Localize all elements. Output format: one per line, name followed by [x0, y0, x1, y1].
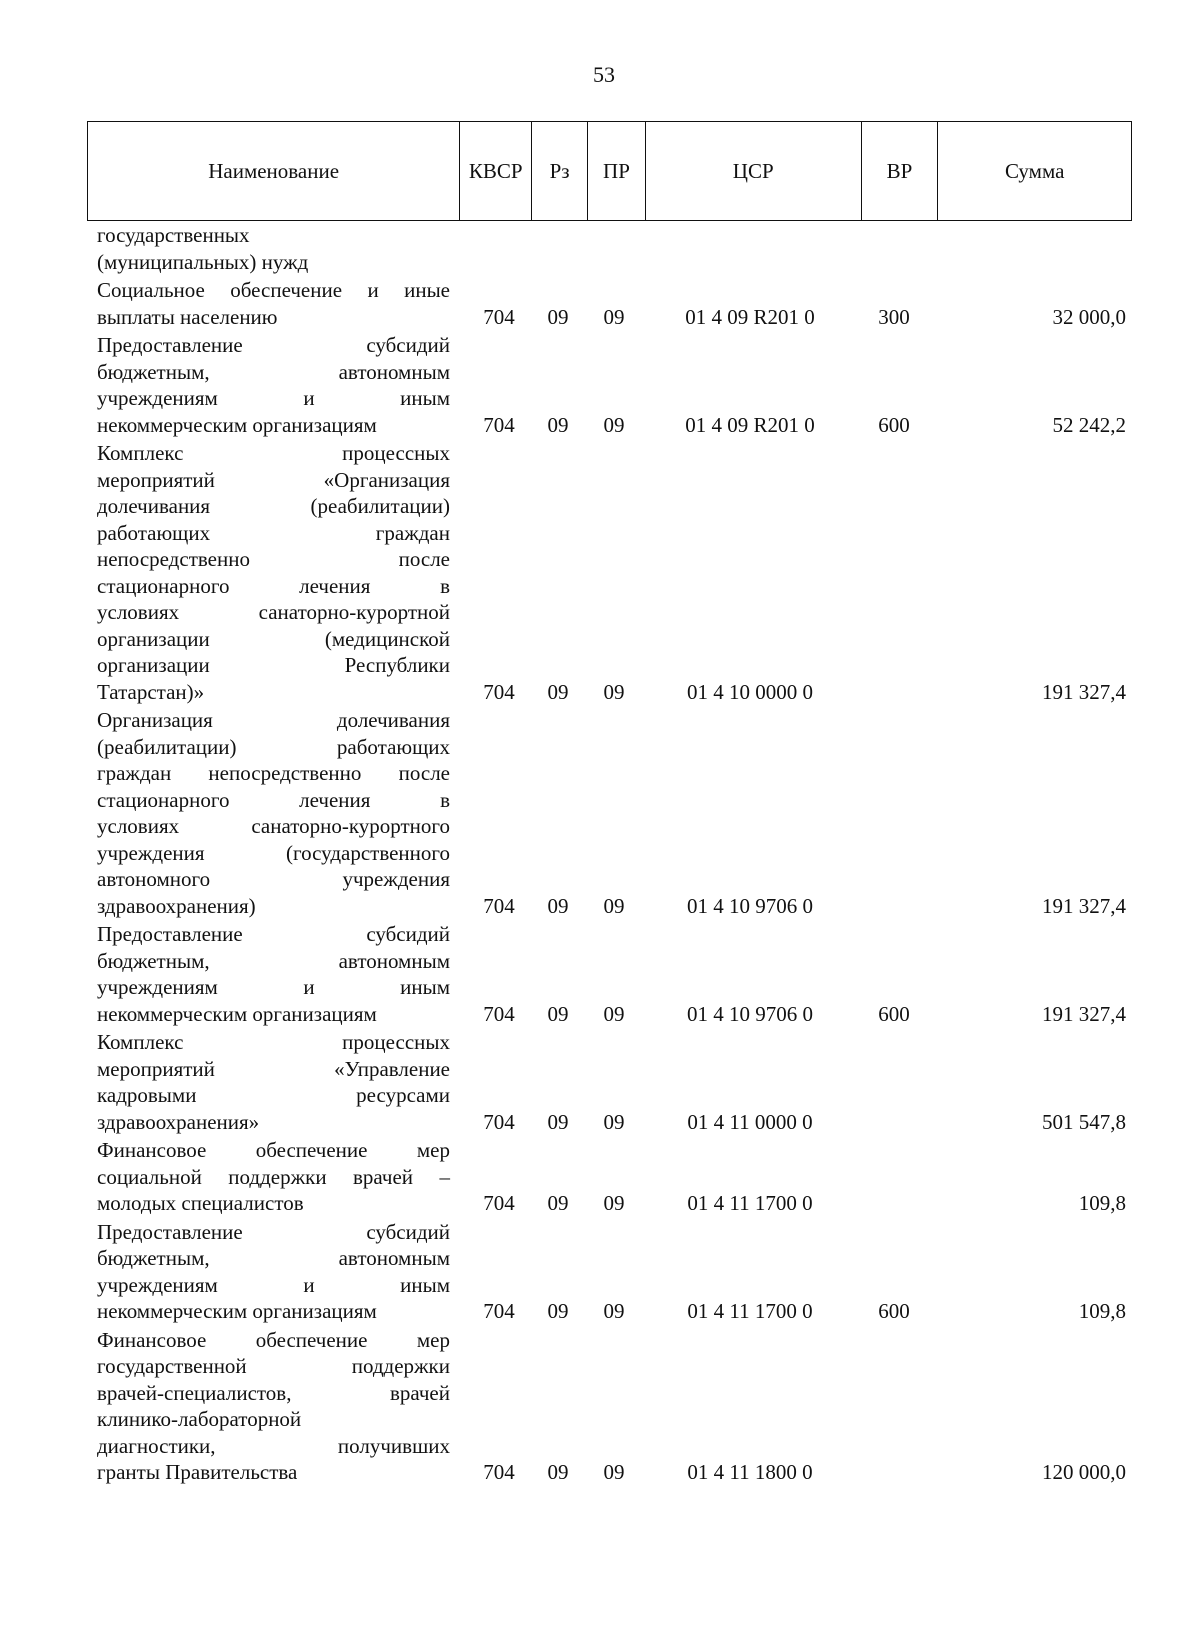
- row-name-line: Финансовое обеспечение мер: [97, 1138, 450, 1162]
- header-csr: ЦСР: [646, 122, 862, 220]
- row-kvsr: 704: [483, 304, 515, 329]
- row-name-line: организации Республики: [97, 653, 450, 677]
- header-vr: ВР: [862, 122, 939, 220]
- row-name-line: организации (медицинской: [97, 626, 450, 651]
- header-sum: Сумма: [1004, 158, 1065, 183]
- row-csr: 01 4 10 9706 0: [687, 893, 813, 918]
- row-rz: 09: [547, 893, 569, 918]
- row-kvsr: 704: [483, 412, 515, 437]
- row-rz: 09: [547, 1001, 569, 1026]
- row-kvsr: 704: [483, 1109, 515, 1134]
- row-name-line: врачей-специалистов, врачей: [97, 1380, 450, 1405]
- row-vr: 600: [878, 412, 910, 437]
- row-sum: 32 000,0: [1052, 304, 1126, 329]
- row-name-line: клинико-лабораторной: [97, 1407, 302, 1431]
- row-sum: 191 327,4: [1042, 1001, 1126, 1026]
- row-name-line: некоммерческим организациям: [97, 1001, 377, 1026]
- row-csr: 01 4 10 0000 0: [687, 679, 813, 704]
- page-number: 53: [593, 62, 615, 87]
- header-rz: Рз: [532, 122, 588, 220]
- row-rz: 09: [547, 412, 569, 437]
- row-name-line: учреждениям и иным: [97, 975, 450, 999]
- row-pr: 09: [603, 679, 625, 704]
- row-name: [97, 1219, 450, 1325]
- row-name-line: кадровыми ресурсами: [97, 1083, 450, 1107]
- row-csr: 01 4 09 R201 0: [685, 304, 815, 329]
- row-rz: 09: [547, 679, 569, 704]
- row-name-line: непосредственно после: [97, 547, 450, 571]
- row-sum: 501 547,8: [1042, 1109, 1126, 1134]
- row-pr: 09: [603, 1001, 625, 1026]
- row-name-line: здравоохранения»: [97, 1109, 260, 1134]
- row-name-line: стационарного лечения в: [97, 573, 450, 598]
- row-kvsr: 704: [483, 893, 515, 918]
- row-name: [97, 277, 450, 330]
- row-pr: 09: [603, 1191, 625, 1215]
- row-name-line: долечивания (реабилитации): [97, 494, 450, 518]
- row-name-line: бюджетным, автономным: [97, 948, 450, 973]
- row-name-line: Предоставление субсидий: [97, 333, 450, 357]
- row-vr: 600: [878, 1299, 910, 1323]
- row-sum: 191 327,4: [1042, 893, 1126, 918]
- row-name: [97, 1327, 450, 1486]
- row-name-line: мероприятий «Организация: [97, 467, 450, 492]
- row-name: [97, 1029, 450, 1135]
- row-rz: 09: [547, 1460, 569, 1484]
- row-sum: 52 242,2: [1052, 412, 1126, 437]
- row-name: [97, 1137, 450, 1217]
- row-name: [97, 707, 450, 919]
- row-csr: 01 4 11 1700 0: [687, 1299, 813, 1323]
- row-name-line: условиях санаторно-курортного: [97, 814, 450, 838]
- row-name-line: стационарного лечения в: [97, 787, 450, 812]
- row-name-line: работающих граждан: [97, 520, 450, 545]
- row-sum: 109,8: [1078, 1191, 1126, 1215]
- row-name-line: некоммерческим организациям: [97, 1299, 377, 1323]
- row-pr: 09: [603, 1299, 625, 1323]
- header-kvsr: КВСР: [460, 122, 532, 220]
- row-name-line: (муниципальных) нужд: [97, 249, 309, 274]
- row-name: [97, 921, 450, 1027]
- row-rz: 09: [547, 1299, 569, 1323]
- row-kvsr: 704: [483, 1191, 515, 1215]
- header-pr: ПР: [588, 122, 646, 220]
- row-sum: 191 327,4: [1042, 679, 1126, 704]
- row-sum: 109,8: [1078, 1299, 1126, 1323]
- row-pr: 09: [603, 1109, 625, 1134]
- row-kvsr: 704: [483, 679, 515, 704]
- row-name-line: бюджетным, автономным: [97, 1246, 450, 1270]
- row-csr: 01 4 09 R201 0: [685, 412, 815, 437]
- row-name-line: Предоставление субсидий: [97, 922, 450, 946]
- header-name: Наименование: [88, 122, 460, 220]
- row-pr: 09: [603, 1460, 625, 1484]
- row-pr: 09: [603, 304, 625, 329]
- row-name-line: Комплекс процессных: [97, 441, 450, 465]
- row-rz: 09: [547, 1191, 569, 1215]
- row-name: [97, 440, 450, 705]
- row-name: [97, 332, 450, 438]
- row-csr: 01 4 11 0000 0: [687, 1109, 813, 1134]
- row-name-line: Татарстан)»: [97, 679, 205, 704]
- row-name-line: государственной поддержки: [97, 1354, 450, 1378]
- row-rz: 09: [547, 304, 569, 329]
- row-kvsr: 704: [483, 1299, 515, 1323]
- row-name-line: Социальное обеспечение и иные: [97, 278, 450, 302]
- row-name-line: граждан непосредственно после: [97, 761, 450, 785]
- row-vr: 300: [878, 304, 910, 329]
- row-name-line: бюджетным, автономным: [97, 359, 450, 384]
- table-header: [87, 121, 1132, 221]
- row-pr: 09: [603, 893, 625, 918]
- row-name-line: здравоохранения): [97, 893, 256, 918]
- row-name-line: (реабилитации) работающих: [97, 734, 450, 759]
- row-name-line: Организация долечивания: [97, 708, 450, 732]
- row-csr: 01 4 11 1800 0: [687, 1460, 813, 1484]
- row-pr: 09: [603, 412, 625, 437]
- row-name-line: Финансовое обеспечение мер: [97, 1327, 450, 1352]
- row-sum: 120 000,0: [1042, 1460, 1126, 1484]
- row-name-line: автономного учреждения: [97, 867, 450, 891]
- row-csr: 01 4 11 1700 0: [687, 1191, 813, 1215]
- row-name-line: гранты Правительства: [97, 1460, 298, 1484]
- row-csr: 01 4 10 9706 0: [687, 1001, 813, 1026]
- row-name-line: учреждениям и иным: [97, 1272, 450, 1297]
- row-name-line: выплаты населению: [97, 304, 278, 329]
- row-name-line: условиях санаторно-курортной: [97, 600, 450, 624]
- row-name-line: социальной поддержки врачей –: [97, 1164, 450, 1189]
- row-name-line: учреждениям и иным: [97, 386, 450, 410]
- row-name-line: некоммерческим организациям: [97, 412, 377, 437]
- row-kvsr: 704: [483, 1460, 515, 1484]
- row-vr: 600: [878, 1001, 910, 1026]
- row-kvsr: 704: [483, 1001, 515, 1026]
- row-rz: 09: [547, 1109, 569, 1134]
- row-name-line: государственных: [97, 223, 250, 247]
- row-name-line: диагностики, получивших: [97, 1433, 450, 1458]
- row-name-line: учреждения (государственного: [97, 840, 450, 865]
- row-name-line: молодых специалистов: [97, 1191, 304, 1215]
- row-name: [97, 222, 450, 275]
- row-name-line: Предоставление субсидий: [97, 1219, 450, 1244]
- row-name-line: мероприятий «Управление: [97, 1056, 450, 1081]
- row-name-line: Комплекс процессных: [97, 1030, 450, 1054]
